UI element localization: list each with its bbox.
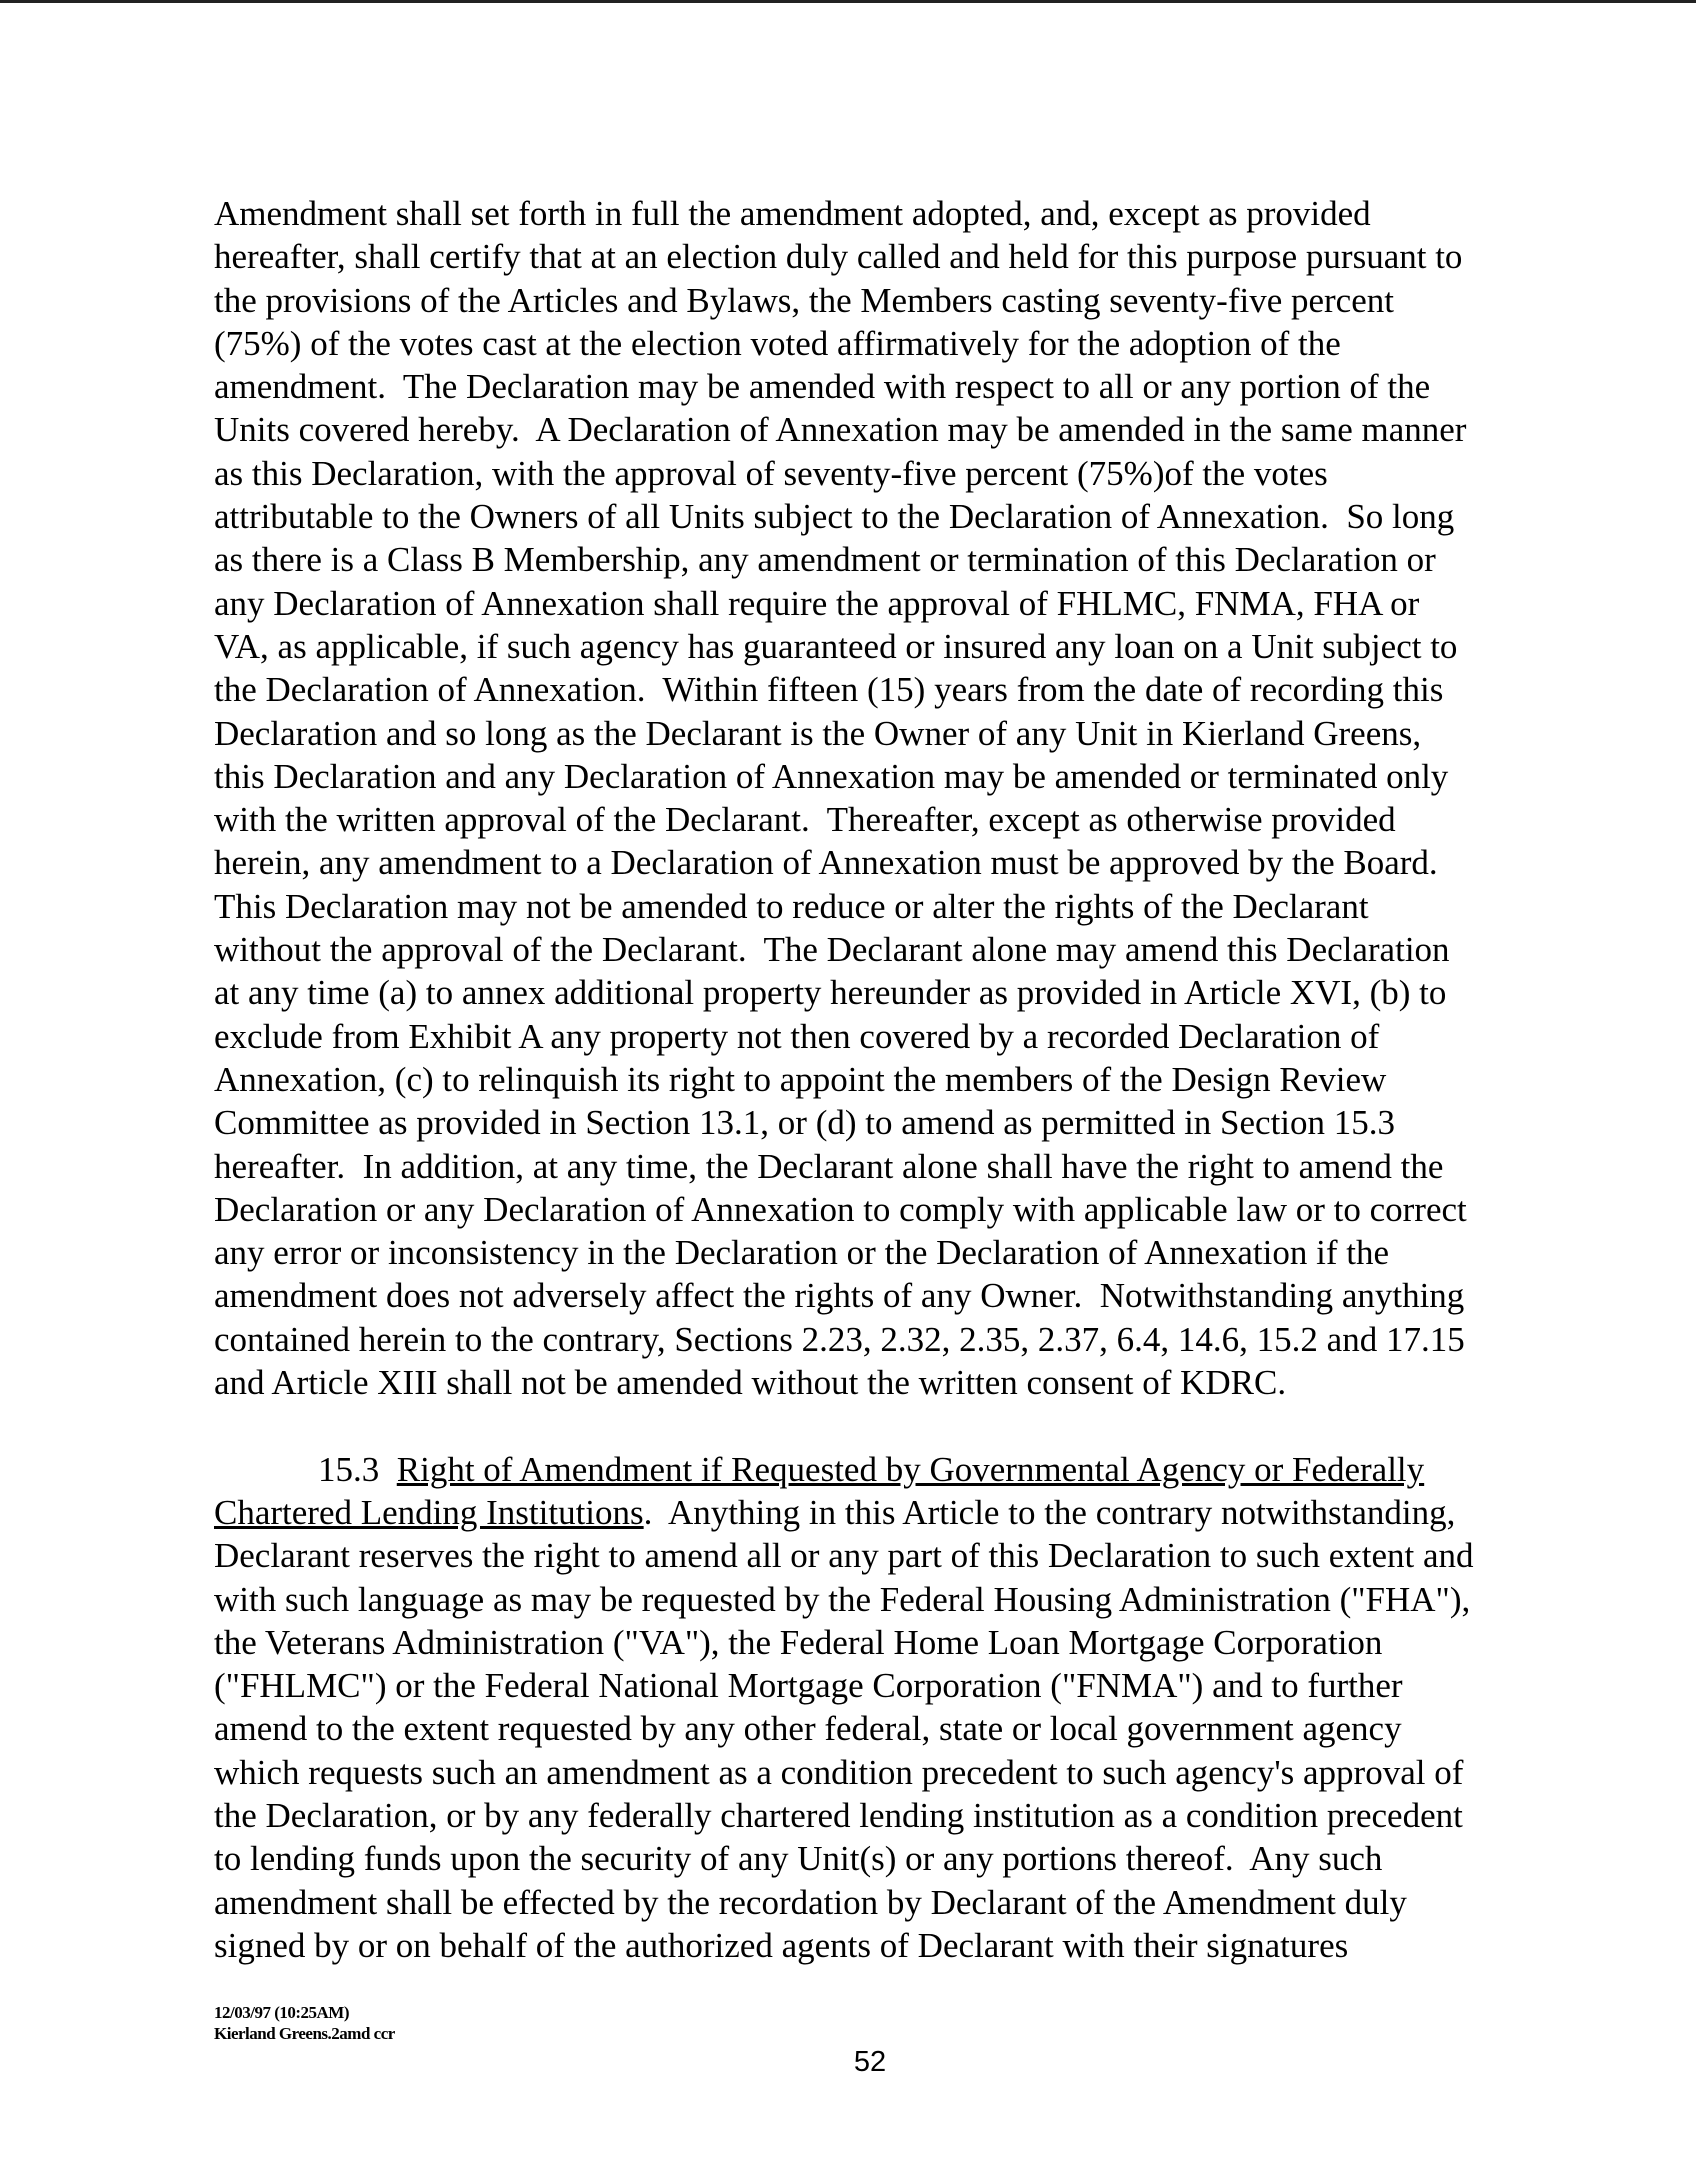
section-heading-part2: Chartered Lending Institutions bbox=[214, 1492, 644, 1532]
section-15-3 bbox=[214, 1448, 1524, 1968]
text-line: exclude from Exhibit A any property not then covered by a recorded Declaration of bbox=[214, 1016, 1380, 1056]
scan-edge-line bbox=[0, 0, 1696, 3]
text-line: attributable to the Owners of all Units subject to the Declaration of Annexation. So long bbox=[214, 497, 1455, 537]
text-line: Committee as provided in Section 13.1, or (d) to amend as permitted in Section 15.3 bbox=[214, 1103, 1396, 1143]
section-heading-part1: Right of Amendment if Requested by Governmental Agency or Federally bbox=[396, 1449, 1425, 1489]
text-line: to lending funds upon the security of any Unit(s) or any portions thereof. Any such bbox=[214, 1839, 1383, 1879]
text-line: this Declaration and any Declaration of Annexation may be amended or terminated only bbox=[214, 756, 1449, 796]
paragraph-gap bbox=[214, 1404, 1524, 1447]
text-line: VA, as applicable, if such agency has guaranteed or insured any loan on a Unit subject to bbox=[214, 626, 1458, 666]
text-line: ("FHLMC") or the Federal National Mortgage Corporation ("FNMA") and to further bbox=[214, 1666, 1403, 1706]
text-line: (75%) of the votes cast at the election voted affirmatively for the adoption of the bbox=[214, 323, 1341, 363]
section-number: 15.3 bbox=[318, 1449, 380, 1489]
text-line: signed by or on behalf of the authorized agents of Declarant with their signatures bbox=[214, 1925, 1349, 1965]
paragraph-amendment-procedure bbox=[214, 192, 1524, 1404]
text-line: with the written approval of the Declarant. Thereafter, except as otherwise provided bbox=[214, 800, 1396, 840]
footer-filename: Kierland Greens.2amd ccr bbox=[214, 2024, 395, 2043]
text-line: hereafter, shall certify that at an election duly called and held for this purpose pursuant to bbox=[214, 237, 1463, 277]
page-number: 52 bbox=[853, 2046, 887, 2078]
text-line: Units covered hereby. A Declaration of Annexation may be amended in the same manner bbox=[214, 410, 1467, 450]
text-line: Declarant reserves the right to amend all or any part of this Declaration to such extent and bbox=[214, 1536, 1474, 1576]
text-line: at any time (a) to annex additional property hereunder as provided in Article XVI, (b) to bbox=[214, 973, 1447, 1013]
section-heading-line bbox=[214, 1448, 1524, 1491]
text-line: as this Declaration, with the approval of seventy-five percent (75%)of the votes bbox=[214, 453, 1328, 493]
text-line: hereafter. In addition, at any time, the Declarant alone shall have the right to amend the bbox=[214, 1146, 1444, 1186]
text-line: contained herein to the contrary, Sections 2.23, 2.32, 2.35, 2.37, 6.4, 14.6, 15.2 and 17.15 bbox=[214, 1319, 1465, 1359]
text-line: herein, any amendment to a Declaration of Annexation must be approved by the Board. bbox=[214, 843, 1438, 883]
text-line: which requests such an amendment as a condition precedent to such agency's approval of bbox=[214, 1752, 1464, 1792]
text-segment: . Anything in this Article to the contrary notwithstanding, bbox=[643, 1492, 1456, 1532]
text-line: the Veterans Administration ("VA"), the Federal Home Loan Mortgage Corporation bbox=[214, 1622, 1383, 1662]
document-body bbox=[214, 192, 1524, 1967]
text-line: the provisions of the Articles and Bylaws, the Members casting seventy-five percent bbox=[214, 280, 1394, 320]
text-line: and Article XIII shall not be amended without the written consent of KDRC. bbox=[214, 1363, 1287, 1403]
text-line: Annexation, (c) to relinquish its right to appoint the members of the Design Review bbox=[214, 1059, 1387, 1099]
text-line: Amendment shall set forth in full the amendment adopted, and, except as provided bbox=[214, 194, 1371, 233]
text-line: Declaration and so long as the Declarant is the Owner of any Unit in Kierland Greens, bbox=[214, 713, 1422, 753]
footer-timestamp: 12/03/97 (10:25AM) bbox=[214, 2003, 350, 2022]
text-line: amendment shall be effected by the recordation by Declarant of the Amendment duly bbox=[214, 1882, 1407, 1922]
text-line: amendment. The Declaration may be amended with respect to all or any portion of the bbox=[214, 367, 1431, 407]
text-line: any error or inconsistency in the Declaration or the Declaration of Annexation if the bbox=[214, 1233, 1389, 1273]
text-line: This Declaration may not be amended to reduce or alter the rights of the Declarant bbox=[214, 886, 1369, 926]
text-line: the Declaration, or by any federally chartered lending institution as a condition precedent bbox=[214, 1795, 1463, 1835]
text-line: amend to the extent requested by any other federal, state or local government agency bbox=[214, 1709, 1402, 1749]
text-line: with such language as may be requested by the Federal Housing Administration ("FHA"), bbox=[214, 1579, 1471, 1619]
text-line: without the approval of the Declarant. The Declarant alone may amend this Declaration bbox=[214, 930, 1450, 970]
section-heading-line bbox=[214, 1491, 1524, 1534]
text-line: the Declaration of Annexation. Within fifteen (15) years from the date of recording this bbox=[214, 670, 1444, 710]
text-line: Declaration or any Declaration of Annexation to comply with applicable law or to correct bbox=[214, 1189, 1467, 1229]
text-line: as there is a Class B Membership, any amendment or termination of this Declaration or bbox=[214, 540, 1436, 580]
text-line: any Declaration of Annexation shall require the approval of FHLMC, FNMA, FHA or bbox=[214, 583, 1420, 623]
footer-stamp bbox=[214, 2002, 395, 2044]
text-line: amendment does not adversely affect the rights of any Owner. Notwithstanding anything bbox=[214, 1276, 1465, 1316]
